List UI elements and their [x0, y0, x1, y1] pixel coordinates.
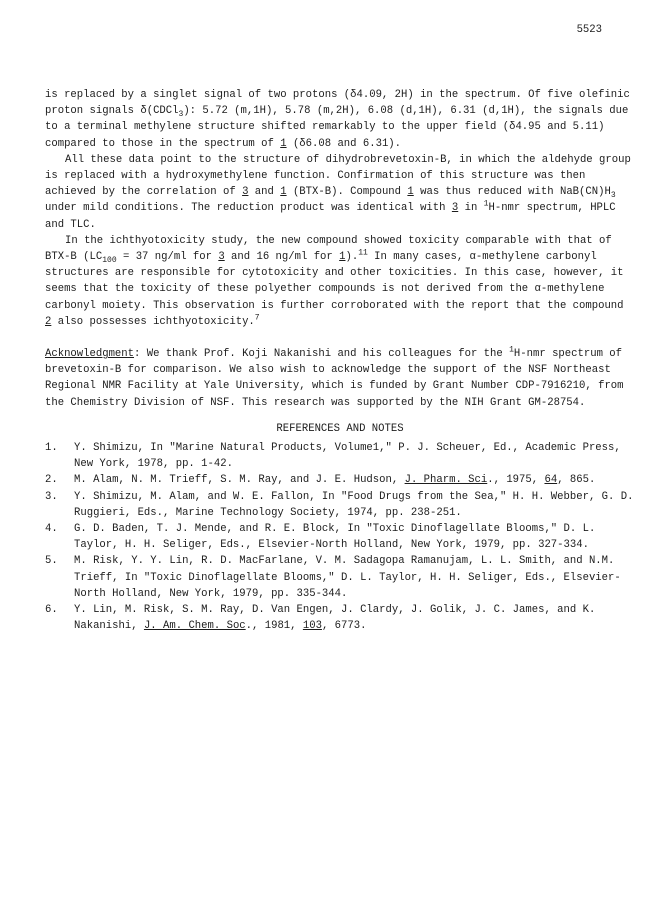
paragraph-ichthyotoxicity: In the ichthyotoxicity study, the new compound showed toxicity comparable with that of BTX-B ($LC_{100} = 37$ ng/ml for 3 and 16 ng/ml for 1).$^{11}$ In many cases, α-methylene carbonyl structures are responsible for cytotoxicity and other toxicities. In this case, however, it seems that the toxicity of these polyether compounds is not derived from the α-methylene carbonyl moiety. This observation is further corroborated with the report that the compound 2 also possesses ichthyotoxicity.$^7$: [45, 234, 624, 328]
paragraph-structure: All these data point to the structure of dihydrobrevetoxin-B, in which the aldehyde group is replaced with a hydroxymethylene function. Confirmation of this structure was then achieved by the correlation of 3 and 1 (BTX-B). Compound 1 was thus reduced with $NaB(CN)H_3$ under mild conditions. The reduction product was identical with 3 in $^1$H-nmr spectrum, HPLC and TLC.: [45, 153, 631, 231]
citation-marker: 11: [358, 248, 368, 258]
paragraph-nmr-signals: is replaced by a singlet signal of two protons (δ4.09, 2H) in the spectrum. Of five olefinic proton signals δ(CDCl$_3$): 5.72 (m,1H), 5.78 (m,2H), 6.08 (d,1H), 6.31 (d,1H), the signals due to a terminal methylene structure shifted remarkably to the upper field (δ4.95 and 5.11) compared to those in the spectrum of 1 (δ6.08 and 6.31).: [45, 89, 630, 150]
journal-name: J. Am. Chem. Soc: [143, 620, 246, 633]
compound-ref: 3: [218, 251, 225, 264]
reference-item: 6. Y. Lin, M. Risk, S. M. Ray, D. Van Engen, J. Clardy, J. Golik, J. C. James, and K. Nakanishi, J. Am. Chem. Soc., 1981, 103, 6773.: [45, 604, 596, 633]
acknowledgment-label: Acknowledgment: [45, 348, 135, 361]
references-list: [45, 440, 635, 634]
citation-marker: 7: [254, 313, 260, 323]
acknowledgment: Acknowledgment: We thank Prof. Koji Nakanishi and his colleagues for the $^1$H-nmr spectrum of brevetoxin-B for comparison. We also wish to acknowledge the support of the NSF Northeast Regional NMR Facility at Yale University, which is funded by Grant Number CDP-7916210, from the Chemistry Division of NSF. This research was supported by the NIH Grant GM-28754.: [45, 345, 624, 409]
compound-ref: 1: [280, 186, 287, 199]
reference-item: 2. M. Alam, N. M. Trieff, S. M. Ray, and J. E. Hudson, J. Pharm. Sci., 1975, 64, 865.: [45, 474, 596, 487]
compound-ref: 1: [339, 251, 346, 264]
journal-name: J. Pharm. Sci: [404, 474, 488, 487]
reference-item: 5. M. Risk, Y. Y. Lin, R. D. MacFarlane, V. M. Sadagopa Ramanujam, L. L. Smith, and N.M. Trieff, In "Toxic Dinoflagellate Blooms," D. L. Taylor, H. H. Seliger, Eds., Elsevier-North Holland, New York, 1979, pp. 335-344.: [45, 555, 621, 600]
reference-item: 4. G. D. Baden, T. J. Mende, and R. E. Block, In "Toxic Dinoflagellate Blooms," D. L. Taylor, H. H. Seliger, Eds., Elsevier-North Holland, New York, 1979, pp. 327-334.: [45, 523, 596, 552]
compound-ref: 3: [451, 202, 459, 215]
page-number: 5523: [576, 24, 602, 36]
article-body: [45, 87, 635, 635]
volume-number: 103: [302, 620, 322, 633]
reference-item: 3. Y. Shimizu, M. Alam, and W. E. Fallon, In "Food Drugs from the Sea," H. H. Webber, G. D. Ruggieri, Eds., Marine Technology Society, 1974, pp. 238-251.: [45, 490, 634, 519]
compound-ref: 1: [280, 137, 287, 150]
references-heading: REFERENCES AND NOTES: [276, 422, 404, 435]
volume-number: 64: [544, 474, 558, 487]
compound-ref: 2: [45, 315, 52, 328]
compound-ref: 3: [242, 186, 249, 199]
reference-item: 1. Y. Shimizu, In "Marine Natural Products, Volume1," P. J. Scheuer, Ed., Academic Press, New York, 1978, pp. 1-42.: [45, 442, 621, 471]
compound-ref: 1: [407, 186, 414, 199]
